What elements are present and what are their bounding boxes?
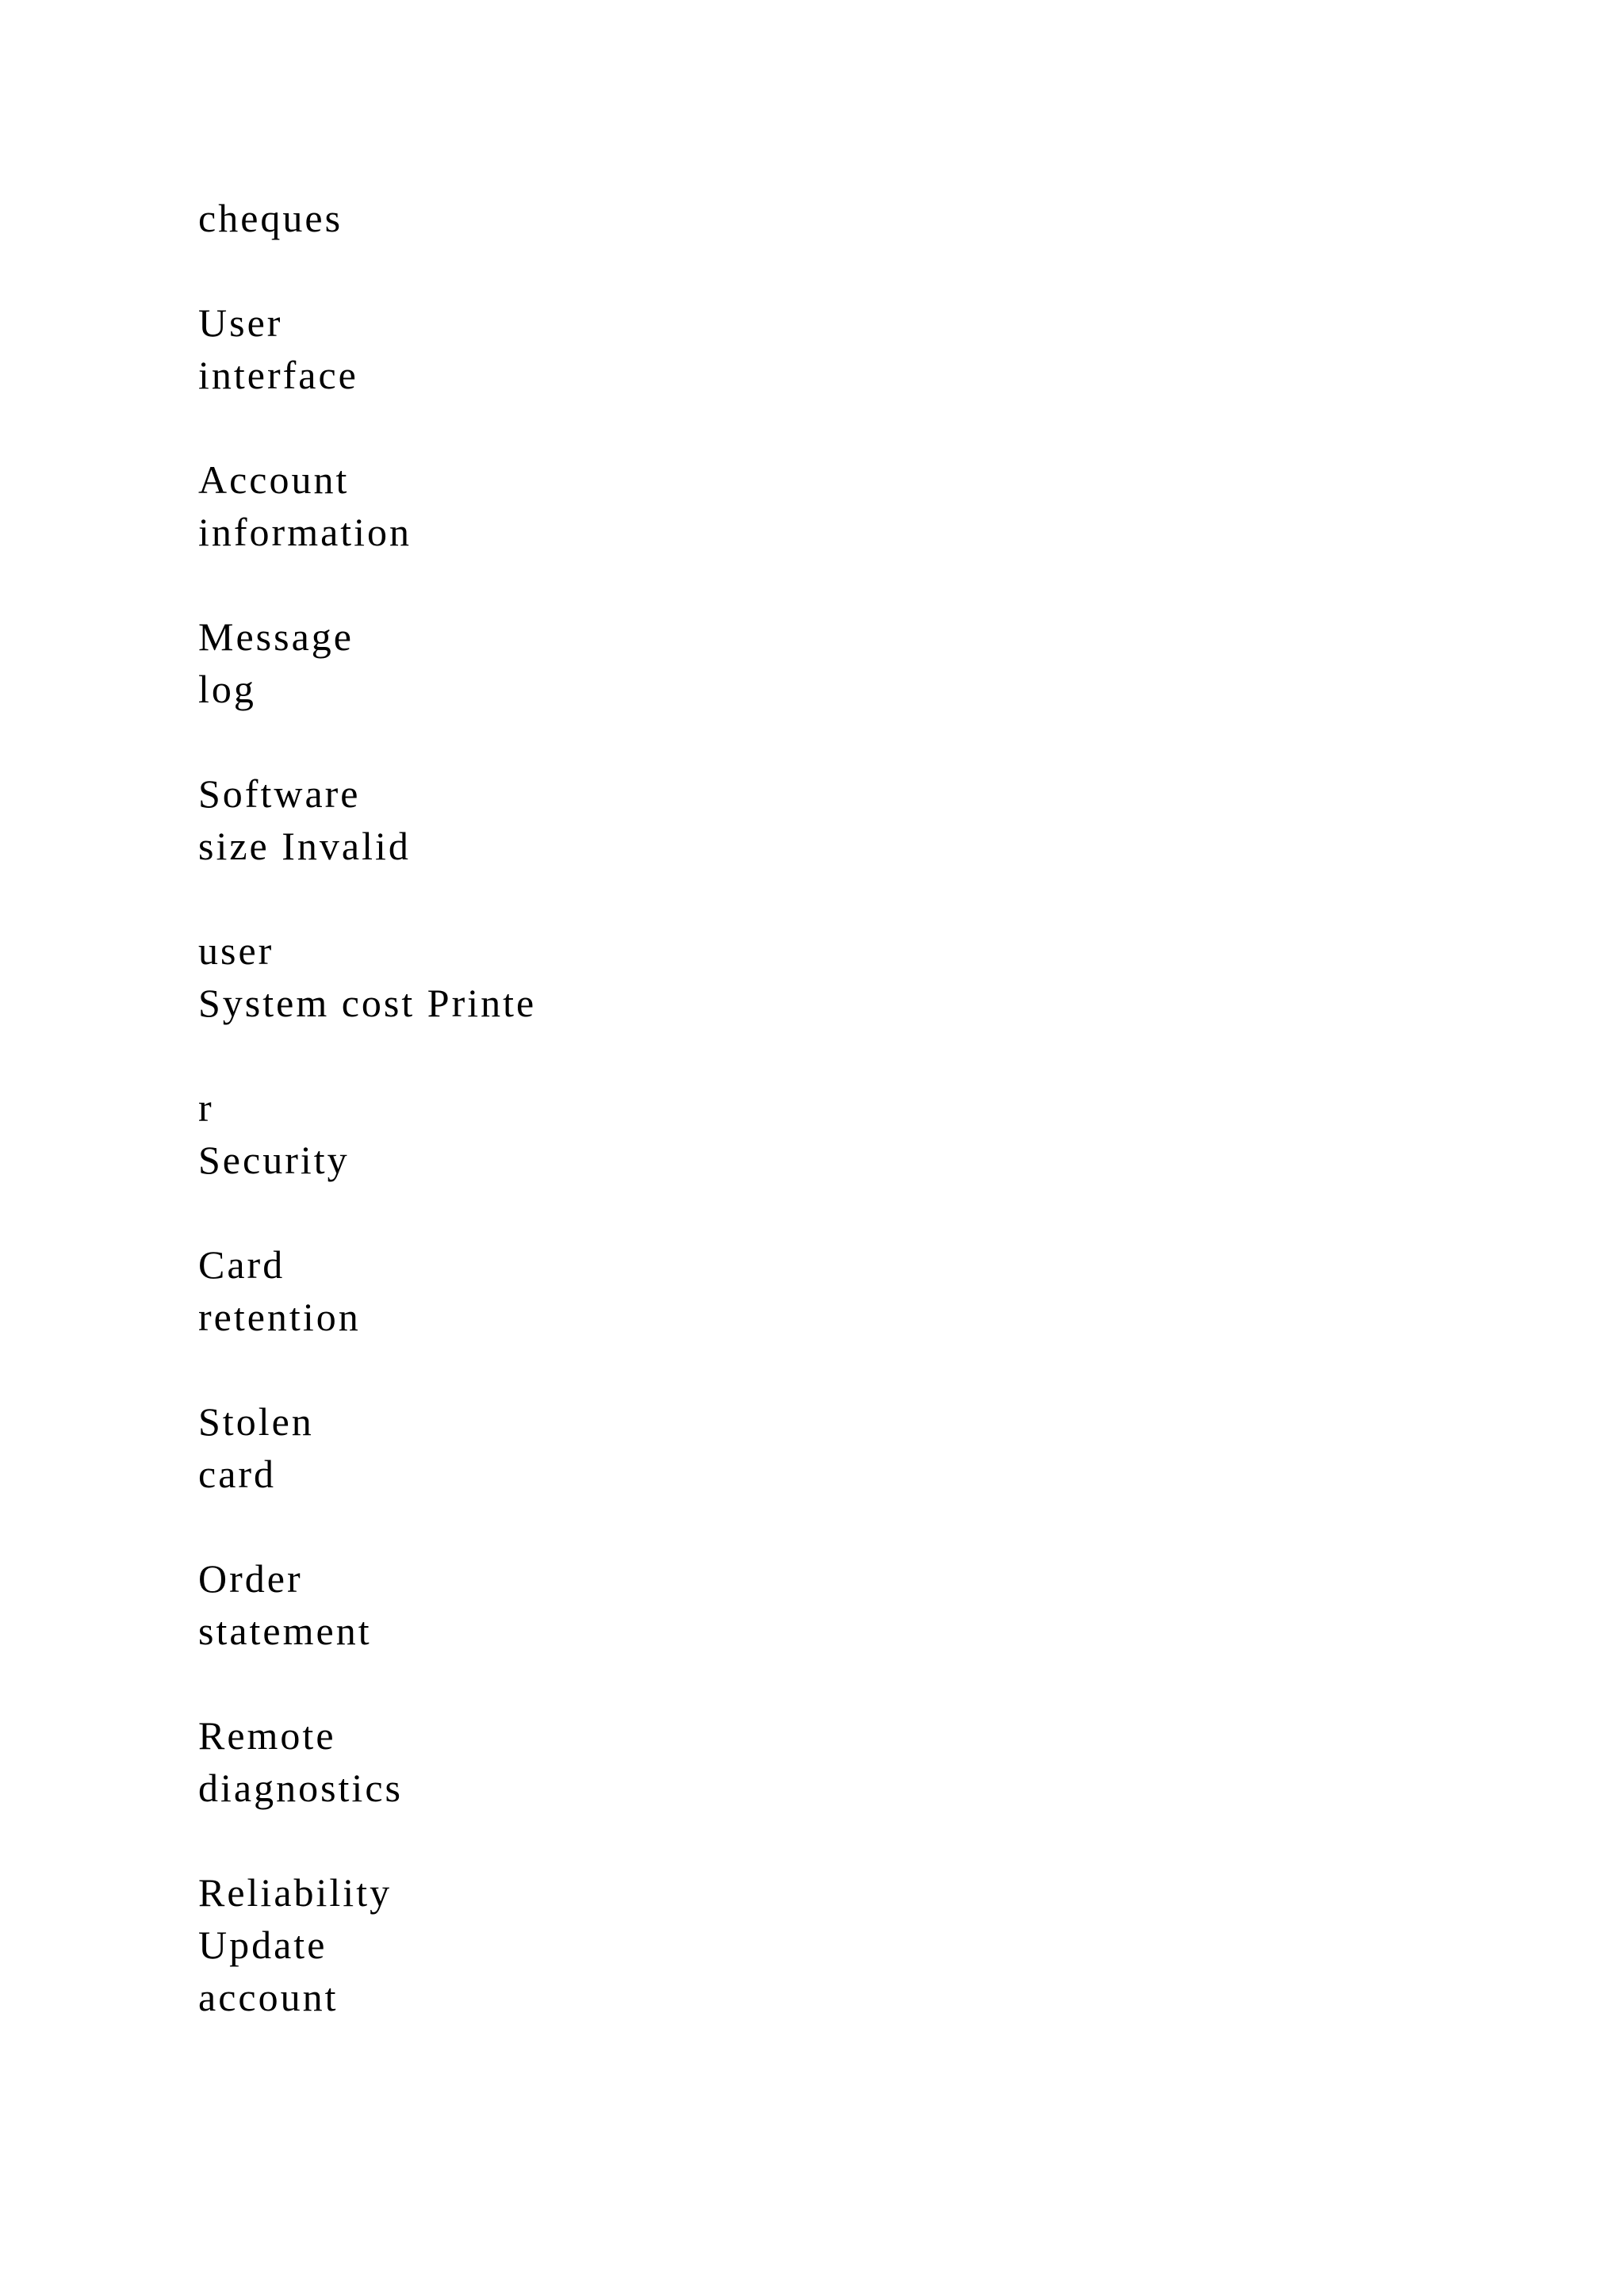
text-line: log	[198, 667, 256, 711]
text-line: retention	[198, 1295, 361, 1339]
text-line: Card	[198, 1242, 285, 1287]
text-line: r	[198, 1085, 214, 1130]
text-line: statement	[198, 1609, 372, 1653]
text-line: cheques	[198, 196, 343, 240]
paragraph-remote-diagnostics	[198, 1709, 1467, 1814]
paragraph-user-interface	[198, 297, 1467, 401]
paragraph-account-information	[198, 453, 1467, 558]
text-line: diagnostics	[198, 1766, 403, 1810]
text-line: System cost Printe	[198, 981, 537, 1025]
paragraph-user-system-cost	[198, 924, 1467, 1029]
text-line: information	[198, 510, 412, 554]
paragraph-cheques	[198, 192, 1467, 244]
text-line: interface	[198, 353, 358, 397]
text-line: Stolen	[198, 1399, 314, 1444]
text-line: Update	[198, 1923, 327, 1967]
text-line: Security	[198, 1138, 350, 1182]
paragraph-software-size	[198, 767, 1467, 872]
text-line: account	[198, 1975, 339, 2019]
paragraph-security	[198, 1081, 1467, 1186]
paragraph-stolen-card	[198, 1395, 1467, 1500]
paragraph-card-retention	[198, 1238, 1467, 1343]
paragraph-message-log	[198, 610, 1467, 715]
text-line: card	[198, 1452, 277, 1496]
text-line: Remote	[198, 1713, 336, 1758]
text-line: Account	[198, 457, 350, 502]
text-line: Software	[198, 771, 361, 816]
document-body	[198, 192, 1467, 2076]
text-line: Order	[198, 1556, 303, 1601]
text-line: user	[198, 928, 274, 973]
paragraph-order-statement	[198, 1552, 1467, 1657]
text-line: size Invalid	[198, 824, 411, 868]
text-line: Reliability	[198, 1870, 393, 1915]
text-line: Message	[198, 614, 354, 659]
text-line: User	[198, 300, 283, 345]
paragraph-reliability-update-account	[198, 1866, 1467, 2023]
